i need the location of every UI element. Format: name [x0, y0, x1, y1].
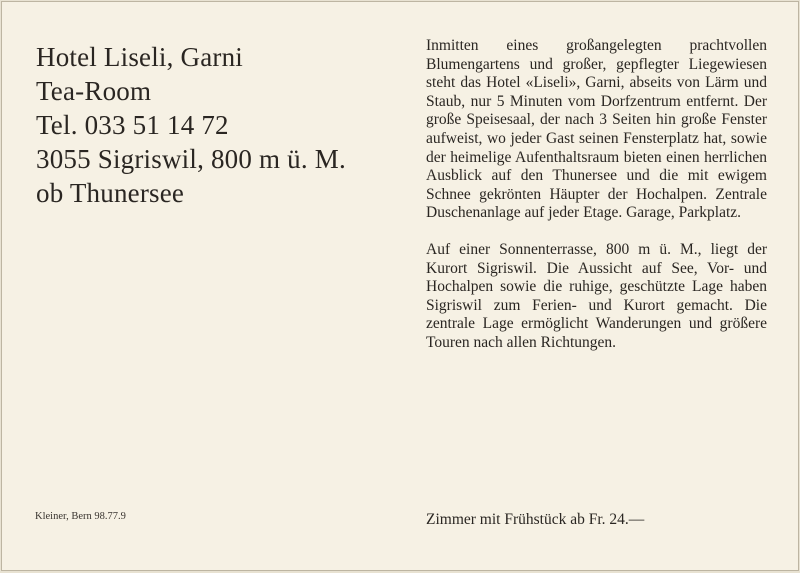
- description-paragraph: Inmitten eines großangelegten prachtvollen Blumengartens und großer, gepflegter Liegewiesen steht das Hotel «Liseli», Garni, abseits von Lärm und Staub, nur 5 Minuten vom Dorfzentrum entfernt. Der große Speisesaal, der nach 3 Seiten hin große Fenster aufweist, wo jeder Gast seinen Fensterplatz hat, sowie der heimelige Aufenthaltsraum bieten einen herrlichen Ausblick auf den Thunersee und die mit ewigem Schnee gekrönten Häupter der Hochalpen. Zentrale Duschenanlage auf jeder Etage. Garage, Parkplatz.: [426, 37, 767, 222]
- hotel-subtitle: Tea-Room: [36, 76, 152, 106]
- printer-imprint: Kleiner, Bern 98.77.9: [35, 511, 126, 522]
- price-note: Zimmer mit Frühstück ab Fr. 24.—: [426, 511, 645, 528]
- hotel-location: ob Thunersee: [36, 178, 185, 208]
- hotel-header: [36, 40, 396, 210]
- hotel-address: 3055 Sigriswil, 800 m ü. M.: [36, 144, 346, 174]
- hotel-phone: Tel. 033 51 14 72: [36, 110, 229, 140]
- description-paragraph: Auf einer Sonnenterrasse, 800 m ü. M., liegt der Kurort Sigriswil. Die Aussicht auf See, Vor- und Hochalpen sowie die ruhige, geschützte Lage haben Sigriswil zum Ferien- und Kurort gemacht. Die zentrale Lage ermöglicht Wanderungen und größere Touren nach allen Richtungen.: [426, 240, 767, 351]
- postcard: [1, 1, 799, 571]
- hotel-name: Hotel Liseli, Garni: [36, 42, 243, 72]
- hotel-description: [426, 37, 767, 353]
